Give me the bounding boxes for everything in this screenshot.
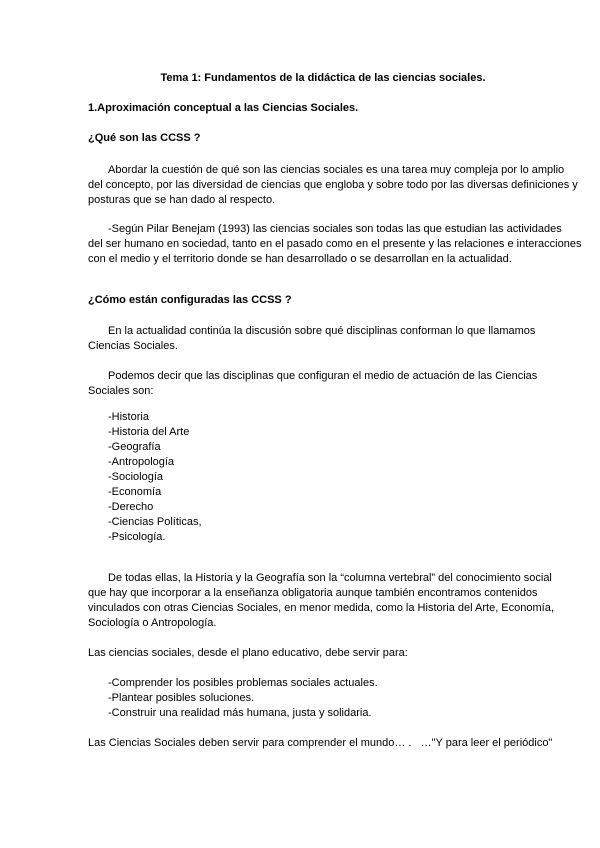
list-item: -Economía bbox=[108, 486, 162, 498]
paragraph-line: Sociología o Antropología. bbox=[88, 617, 217, 629]
paragraph-line: En la actualidad continúa la discusión sobre qué disciplinas conforman lo que llamamos bbox=[108, 325, 536, 337]
document-title: Tema 1: Fundamentos de la didáctica de las ciencias sociales. bbox=[160, 72, 486, 84]
paragraph-line: que hay que incorporar a la enseñanza obligatoria aunque también encontramos contenidos bbox=[88, 587, 538, 599]
closing-line: Las Ciencias Sociales deben servir para comprender el mundo… . …"Y para leer el periódico" bbox=[88, 737, 553, 749]
list-item: -Construir una realidad más humana, justa y solidaria. bbox=[108, 707, 372, 719]
paragraph-line: posturas que se han dado al respecto. bbox=[88, 194, 276, 206]
paragraph-line: Sociales son: bbox=[88, 385, 154, 397]
paragraph-line: Ciencias Sociales. bbox=[88, 340, 178, 352]
section-heading: 1.Aproximación conceptual a las Ciencias Sociales. bbox=[88, 102, 359, 114]
list-item: -Historia del Arte bbox=[108, 426, 190, 438]
paragraph-line: vinculados con otras Ciencias Sociales, en menor medida, como la Historia del Arte, Economía, bbox=[88, 602, 554, 614]
subheading-que-son: ¿Qué son las CCSS ? bbox=[88, 132, 201, 144]
paragraph-line: -Según Pilar Benejam (1993) las ciencias sociales son todas las que estudian las actividades bbox=[108, 223, 562, 235]
list-item: -Plantear posibles soluciones. bbox=[108, 692, 255, 704]
list-item: -Psicología. bbox=[108, 531, 166, 543]
paragraph-line: con el medio y el territorio donde se han desarrollado o se desarrollan en la actualidad. bbox=[88, 253, 512, 265]
paragraph-line: Podemos decir que las disciplinas que configuran el medio de actuación de las Ciencias bbox=[108, 370, 538, 382]
subheading-como: ¿Cómo están configuradas las CCSS ? bbox=[88, 294, 292, 306]
paragraph-line: De todas ellas, la Historia y la Geografía son la “columna vertebral” del conocimiento social bbox=[108, 572, 552, 584]
list-item: -Historia bbox=[108, 411, 149, 423]
paragraph-line: Abordar la cuestión de qué son las ciencias sociales es una tarea muy compleja por lo amplio bbox=[108, 164, 565, 176]
paragraph-line: del concepto, por las diversidad de ciencias que engloba y sobre todo por las diversas definiciones y bbox=[88, 179, 578, 191]
paragraph-line: del ser humano en sociedad, tanto en el pasado como en el presente y las relaciones e interacciones bbox=[88, 238, 582, 250]
list-item: -Sociología bbox=[108, 471, 164, 483]
list-item: -Geografía bbox=[108, 441, 161, 453]
list-item: -Comprender los posibles problemas sociales actuales. bbox=[108, 677, 378, 689]
list-item: -Ciencias Políticas, bbox=[108, 516, 202, 528]
list-item: -Derecho bbox=[108, 501, 154, 513]
paragraph-line: Las ciencias sociales, desde el plano educativo, debe servir para: bbox=[88, 647, 408, 659]
list-item: -Antropología bbox=[108, 456, 175, 468]
